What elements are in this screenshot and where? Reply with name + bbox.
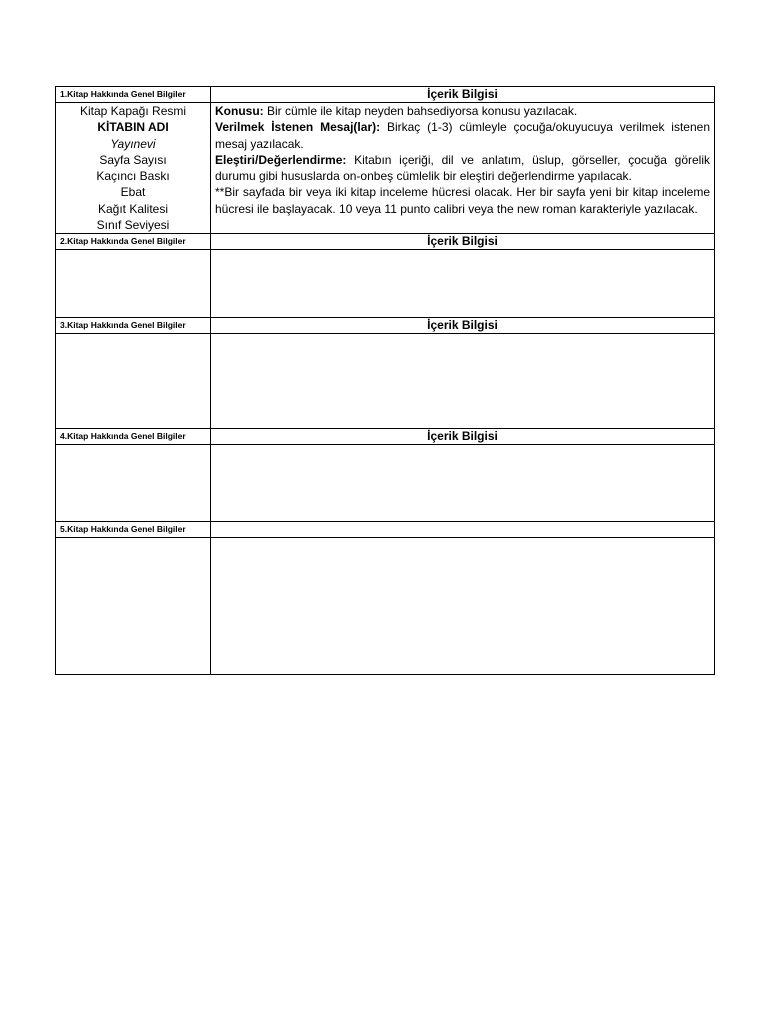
book-title-label: KİTABIN ADI xyxy=(97,120,169,135)
section-4-body-row xyxy=(56,445,715,522)
section-3-header-row xyxy=(56,318,715,334)
section-5-general-info-header: 5.Kitap Hakkında Genel Bilgiler xyxy=(56,522,211,538)
publisher-label: Yayınevi xyxy=(110,136,156,151)
message-text: Birkaç (1-3) cümleyle çocuğa/okuyucuya verilmek istenen mesaj yazılacak. xyxy=(215,120,710,151)
section-2-content-info-cell[interactable] xyxy=(211,250,715,318)
section-4-content-info-header: İçerik Bilgisi xyxy=(211,429,715,445)
section-1-content-info-header: İçerik Bilgisi xyxy=(211,87,715,103)
section-4-content-info-cell[interactable] xyxy=(211,445,715,522)
section-1-general-info-header: 1.Kitap Hakkında Genel Bilgiler xyxy=(56,87,211,103)
section-3-content-info-header: İçerik Bilgisi xyxy=(211,318,715,334)
section-3-body-row xyxy=(56,334,715,429)
topic-paragraph xyxy=(215,103,710,119)
section-4-general-info-header: 4.Kitap Hakkında Genel Bilgiler xyxy=(56,429,211,445)
critique-text: Kitabın içeriği, dil ve anlatım, üslup, görseller, çocuğa görelik durumu gibi hususlarda on-onbeş cümlelik bir eleştiri değerlendirme yapılacak. xyxy=(215,152,710,184)
section-5-body-row xyxy=(56,538,715,675)
section-1-content-info-cell xyxy=(211,103,715,234)
section-2-header-row xyxy=(56,234,715,250)
section-5-general-info-cell[interactable] xyxy=(56,538,211,675)
edition-label: Kaçıncı Baskı xyxy=(96,169,170,184)
section-2-body-row xyxy=(56,250,715,318)
section-4-general-info-cell[interactable] xyxy=(56,445,211,522)
section-1-body-row xyxy=(56,103,715,234)
section-5-header-row xyxy=(56,522,715,538)
section-3-general-info-cell[interactable] xyxy=(56,334,211,429)
section-5-content-info-cell[interactable] xyxy=(211,538,715,675)
cover-image-label: Kitap Kapağı Resmi xyxy=(79,104,187,118)
section-2-general-info-cell[interactable] xyxy=(56,250,211,318)
message-paragraph xyxy=(215,119,710,152)
section-2-content-info-header: İçerik Bilgisi xyxy=(211,234,715,250)
section-5-content-info-header xyxy=(211,522,715,538)
critique-label: Eleştiri/Değerlendirme: xyxy=(215,152,347,167)
section-2-general-info-header: 2.Kitap Hakkında Genel Bilgiler xyxy=(56,234,211,250)
topic-text: Bir cümle ile kitap neyden bahsediyorsa konusu yazılacak. xyxy=(263,104,578,118)
topic-label: Konusu: xyxy=(215,104,264,118)
size-label: Ebat xyxy=(120,185,146,200)
critique-paragraph xyxy=(215,152,710,185)
section-4-header-row xyxy=(56,429,715,445)
section-1-header-row xyxy=(56,87,715,103)
section-3-general-info-header: 3.Kitap Hakkında Genel Bilgiler xyxy=(56,318,211,334)
page-count-label: Sayfa Sayısı xyxy=(99,152,167,167)
book-review-form xyxy=(55,86,715,675)
note-paragraph: **Bir sayfada bir veya iki kitap inceleme hücresi olacak. Her bir sayfa yeni bir kitap inceleme hücresi ile başlayacak. 10 veya 11 punto calibri veya the new roman karakteriyle yazılacak. xyxy=(215,185,710,216)
paper-quality-label: Kağıt Kalitesi xyxy=(97,201,169,216)
section-1-general-info-cell xyxy=(56,103,211,234)
grade-level-label: Sınıf Seviyesi xyxy=(96,218,170,233)
section-3-content-info-cell[interactable] xyxy=(211,334,715,429)
message-label: Verilmek İstenen Mesaj(lar): xyxy=(215,120,381,135)
